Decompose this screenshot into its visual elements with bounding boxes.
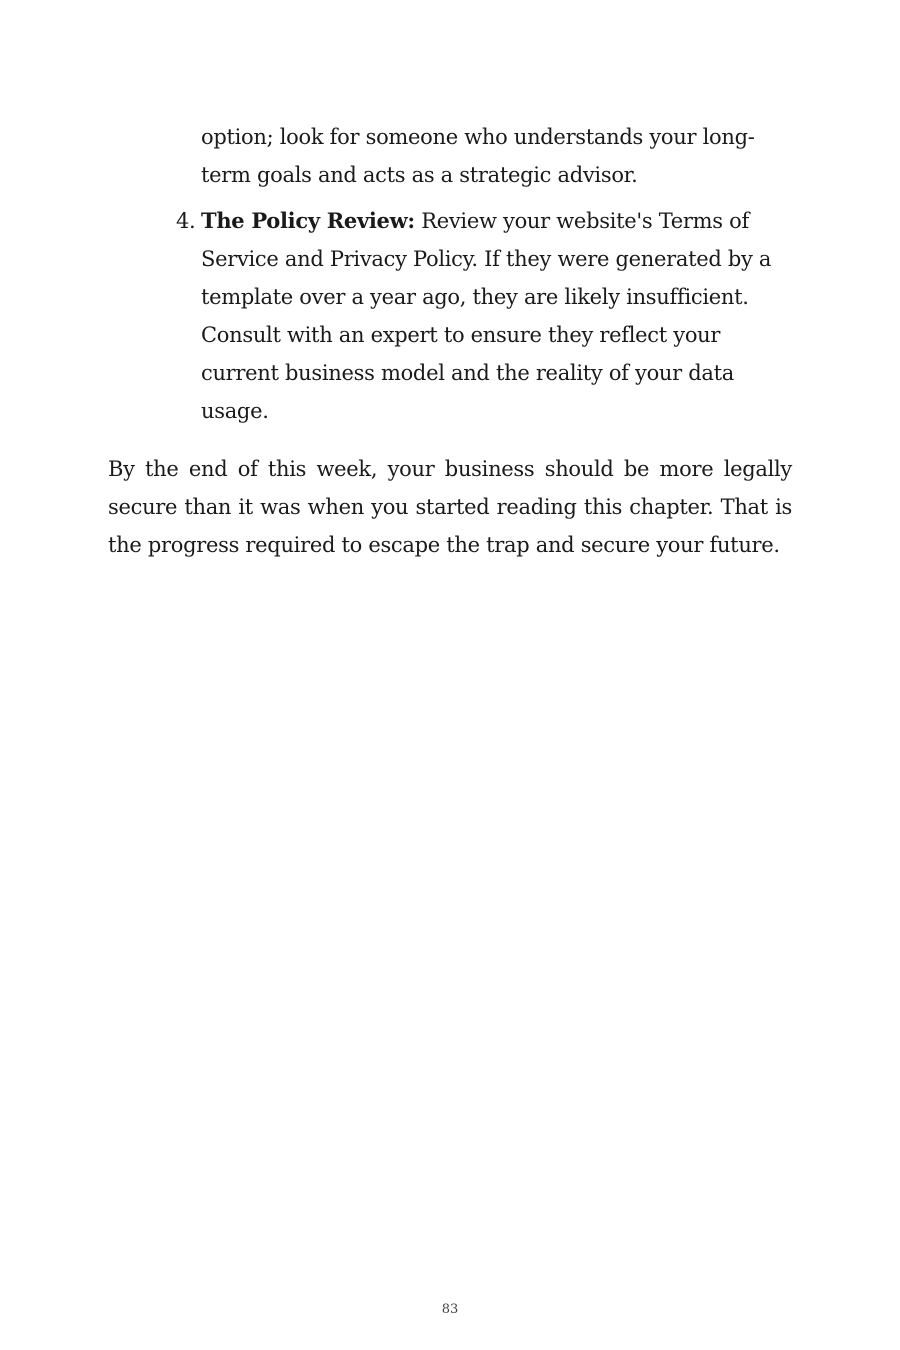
numbered-list [0, 118, 900, 430]
list-item-title: The Policy Review: [201, 208, 415, 233]
list-item-continuation [201, 118, 791, 194]
page-number: 83 [441, 1302, 459, 1317]
list-item-4 [176, 202, 791, 430]
list-item-text: Review your website's Terms of Service and Privacy Policy. If they were generated by a template over a year ago, they are likely insufficient. Consult with an expert to ensure they reflect your current business model and the reality of your data usage. [201, 209, 772, 423]
body-paragraph: By the end of this week, your business should be more legally secure than it was when you started reading this chapter. That is the progress required to escape the trap and secure your future. [108, 457, 792, 557]
list-item-continuation-text: option; look for someone who understands your long-term goals and acts as a strategic advisor. [201, 125, 755, 187]
list-item-number: 4. [176, 209, 196, 233]
